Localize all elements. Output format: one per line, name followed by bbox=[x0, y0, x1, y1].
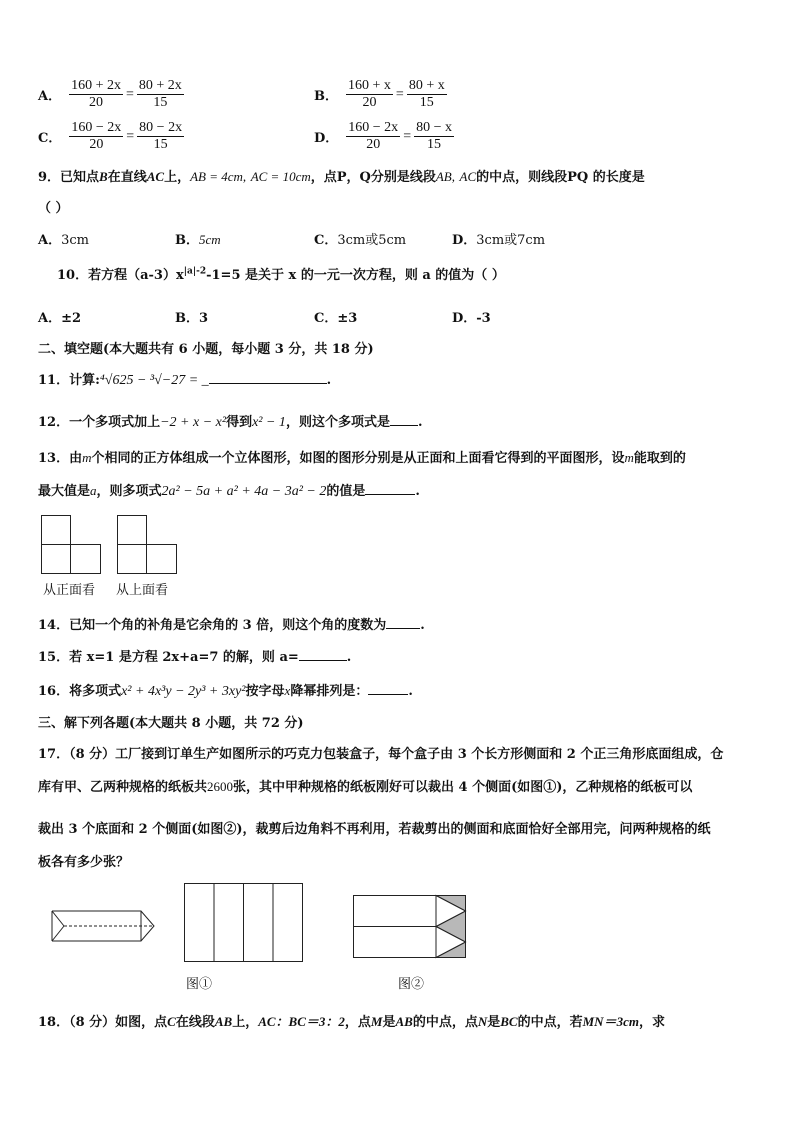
q9-text-d: ，点P，Q分别是线段 bbox=[310, 170, 436, 185]
q18-text-a: 18．（8 分）如图，点 bbox=[38, 1015, 168, 1030]
q17-line1: 17．（8 分）工厂接到订单生产如图所示的巧克力包装盒子，每个盒子由 3 个长方形侧面和 2 个正三角形底面组成，仓 bbox=[38, 747, 724, 762]
q13-a: a bbox=[90, 483, 97, 498]
q15-end: . bbox=[346, 650, 352, 665]
q13-line2b: ，则多项式 bbox=[96, 484, 162, 499]
q18-mn: MN＝3cm bbox=[582, 1014, 639, 1029]
q18-ratio: AC：BC＝3：2 bbox=[258, 1014, 345, 1029]
q8-a-right-den: 15 bbox=[153, 95, 168, 110]
q17-num: 2600 bbox=[207, 779, 234, 794]
q12-end: . bbox=[417, 415, 423, 430]
q16-answer-blank bbox=[368, 681, 408, 695]
q18-text-f: 的中点，点 bbox=[412, 1015, 478, 1030]
q10-option-d-text: -3 bbox=[476, 311, 491, 326]
q18-bc: BC bbox=[500, 1014, 518, 1029]
q16 bbox=[38, 680, 413, 700]
q13-line1b: 个相同的正方体组成一个立体图形，如图的图形分别是从正面和上面看它得到的平面图形，设 bbox=[91, 451, 625, 466]
q9-line-ac: AC bbox=[146, 169, 165, 184]
q9-paren: （ ） bbox=[38, 201, 69, 216]
box-left-edge-lower bbox=[52, 926, 64, 941]
q13-line2 bbox=[38, 480, 420, 500]
q10-option-a-label: A． bbox=[38, 311, 62, 326]
q11-answer-blank bbox=[209, 370, 327, 384]
q18-text-h: 的中点，若 bbox=[517, 1015, 583, 1030]
q16-x: x bbox=[284, 683, 291, 698]
q8-c-left-num: 160 − 2x bbox=[71, 120, 122, 135]
q13-front-view-figure bbox=[40, 514, 105, 576]
q18-stem bbox=[38, 1011, 665, 1030]
top-cell-top bbox=[118, 516, 147, 545]
q8-a-eq: = bbox=[126, 86, 134, 102]
q13-line2a: 最大值是 bbox=[38, 484, 91, 499]
q9-option-b-text: 5cm bbox=[199, 232, 221, 247]
q8-d-right-fraction bbox=[414, 120, 454, 153]
q8-a-right-fraction bbox=[137, 78, 184, 111]
q8-option-d bbox=[314, 120, 454, 153]
q16-suffix: 降幂排列是： bbox=[290, 684, 369, 699]
q9-option-c bbox=[314, 229, 406, 248]
q8-c-eq: = bbox=[126, 128, 135, 144]
q17-fig1-label: 图① bbox=[186, 977, 213, 992]
q10-option-a bbox=[38, 307, 81, 326]
q13-line1c: 能取到的 bbox=[633, 451, 686, 466]
q15 bbox=[38, 646, 351, 665]
q8-option-b-label: B． bbox=[314, 89, 338, 104]
q18-text-i: ，求 bbox=[638, 1015, 665, 1030]
q8-d-right-num: 80 − x bbox=[416, 120, 452, 135]
q11-expr: ⁴√625 − ³√−27 = _ bbox=[99, 373, 209, 388]
q10-text-b: -1=5 是关于 x 的一元一次方程，则 a 的值为（ ） bbox=[206, 268, 505, 283]
q17-line4: 板各有多少张？ bbox=[38, 855, 130, 870]
q8-d-left-fraction bbox=[346, 120, 400, 153]
q9-text-e: 的中点，则线段PQ 的长度是 bbox=[476, 170, 645, 185]
q9-ab2: AB, bbox=[435, 169, 455, 184]
q8-a-right-num: 80 + 2x bbox=[138, 78, 182, 93]
q18-text-e: 是 bbox=[382, 1015, 396, 1030]
q18-ab: AB bbox=[214, 1014, 233, 1029]
front-cell-top bbox=[42, 516, 71, 545]
q8-d-right-den: 15 bbox=[427, 137, 442, 152]
q9-option-c-label: C． bbox=[314, 233, 338, 248]
q8-b-left-fraction bbox=[346, 78, 393, 111]
q10-stem bbox=[57, 264, 505, 283]
q10-option-c bbox=[314, 307, 357, 326]
q9-option-a-text: 3cm bbox=[61, 233, 89, 248]
q10-option-c-text: ±3 bbox=[337, 311, 358, 326]
q8-c-right-fraction bbox=[137, 120, 184, 153]
q18-text-b: 在线段 bbox=[175, 1015, 215, 1030]
q11-prefix: 11．计算: bbox=[38, 373, 100, 388]
q18-n: N bbox=[477, 1014, 488, 1029]
q12-expr1: −2 + x − x² bbox=[160, 415, 227, 430]
q16-prefix: 16．将多项式 bbox=[38, 684, 122, 699]
q12 bbox=[38, 411, 422, 431]
q8-option-b bbox=[314, 78, 447, 111]
q9-ab-eq: AB = 4cm, bbox=[190, 169, 247, 184]
q16-mid: 按字母 bbox=[245, 684, 285, 699]
q8-b-eq: = bbox=[395, 86, 404, 102]
box-outline bbox=[52, 911, 154, 941]
q16-end: . bbox=[408, 684, 413, 699]
q15-text: 15．若 x=1 是方程 2x+a=7 的解，则 a= bbox=[38, 650, 299, 665]
q9-option-b-label: B． bbox=[175, 233, 199, 248]
q8-b-left-den: 20 bbox=[362, 95, 377, 110]
q9-ac2: AC bbox=[459, 169, 477, 184]
q10-text-a: 10．若方程（a-3）x bbox=[57, 268, 184, 283]
q8-a-left-num: 160 + 2x bbox=[71, 78, 121, 93]
q8-b-right-den: 15 bbox=[419, 95, 434, 110]
box-left-edge-upper bbox=[52, 911, 64, 926]
q8-c-right-den: 15 bbox=[153, 137, 168, 152]
q8-option-a bbox=[38, 78, 184, 111]
q18-c: C bbox=[167, 1014, 176, 1029]
q9-point-b: B bbox=[99, 169, 108, 184]
q9-option-d-label: D． bbox=[452, 233, 477, 248]
q17-line2 bbox=[38, 776, 692, 795]
q10-option-b-label: B． bbox=[175, 311, 199, 326]
q12-suffix: ，则这个多项式是 bbox=[285, 415, 390, 430]
q10-option-a-text: ±2 bbox=[61, 311, 82, 326]
q10-option-b bbox=[175, 307, 208, 326]
q16-expr: x² + 4x³y − 2y³ + 3xy² bbox=[121, 684, 246, 699]
q18-text-d: ，点 bbox=[344, 1015, 371, 1030]
q12-expr2: x² − 1 bbox=[252, 415, 286, 430]
q10-option-c-label: C． bbox=[314, 311, 338, 326]
top-cell-bottom-left bbox=[118, 545, 147, 574]
q17-fig2-label: 图② bbox=[398, 977, 425, 992]
q17-fig2-board bbox=[352, 894, 468, 960]
q10-option-b-text: 3 bbox=[199, 311, 209, 326]
q18-ab2: AB bbox=[395, 1014, 413, 1029]
q8-option-c bbox=[38, 120, 184, 153]
q17-fig1-board bbox=[183, 882, 305, 964]
q8-c-left-fraction bbox=[69, 120, 123, 153]
q14 bbox=[38, 614, 425, 633]
q18-m: M bbox=[370, 1014, 383, 1029]
q8-a-left-fraction bbox=[69, 78, 123, 111]
q8-d-left-num: 160 − 2x bbox=[348, 120, 399, 135]
q9-option-b bbox=[175, 229, 221, 248]
q13-answer-blank bbox=[365, 481, 415, 495]
q13-m2: m bbox=[624, 450, 634, 465]
q13-expr: 2a² − 5a + a² + 4a − 3a² − 2 bbox=[161, 484, 327, 499]
q11-suffix: . bbox=[326, 373, 332, 388]
q8-b-right-fraction bbox=[407, 78, 447, 111]
q9-option-a-label: A． bbox=[38, 233, 62, 248]
q8-c-right-num: 80 − 2x bbox=[139, 120, 183, 135]
q12-mid: 得到 bbox=[226, 415, 253, 430]
top-cell-bottom-right bbox=[147, 545, 177, 574]
section3-title: 三、解下列各题(本大题共 8 小题，共 72 分) bbox=[38, 716, 304, 731]
q15-answer-blank bbox=[299, 647, 347, 661]
q14-answer-blank bbox=[386, 615, 420, 629]
q17-chocolate-box-figure bbox=[46, 908, 158, 948]
q8-c-left-den: 20 bbox=[89, 137, 104, 152]
q13-end: . bbox=[415, 484, 420, 499]
q12-prefix: 12．一个多项式加上 bbox=[38, 415, 161, 430]
q13-line1 bbox=[38, 447, 686, 466]
q17-line2b: 张，其中甲种规格的纸板刚好可以裁出 4 个侧面(如图①)，乙种规格的纸板可以 bbox=[233, 780, 693, 795]
q13-top-view-label: 从上面看 bbox=[116, 583, 169, 598]
q9-option-a bbox=[38, 229, 89, 248]
q8-a-left-den: 20 bbox=[89, 95, 104, 110]
q10-option-d-label: D． bbox=[452, 311, 477, 326]
q8-b-left-num: 160 + x bbox=[348, 78, 391, 93]
q9-text-a: 9．已知点 bbox=[38, 170, 100, 185]
q13-line1a: 13．由 bbox=[38, 451, 83, 466]
q13-front-view-label: 从正面看 bbox=[43, 583, 96, 598]
q14-end: . bbox=[420, 618, 425, 633]
q9-option-d-text: 3cm或7cm bbox=[476, 233, 546, 248]
q12-answer-blank bbox=[390, 412, 418, 426]
q8-b-right-num: 80 + x bbox=[408, 78, 445, 93]
section2-title: 二、填空题(本大题共有 6 小题，每小题 3 分，共 18 分) bbox=[38, 342, 374, 357]
q8-option-c-label: C． bbox=[38, 131, 62, 146]
q18-text-c: 上， bbox=[232, 1015, 259, 1030]
q18-text-g: 是 bbox=[487, 1015, 501, 1030]
q9-ac-eq: AC = 10cm bbox=[250, 169, 311, 184]
front-cell-bottom-right bbox=[71, 545, 101, 574]
front-cell-bottom-left bbox=[42, 545, 71, 574]
q9-text-b: 在直线 bbox=[107, 170, 147, 185]
q9-option-d bbox=[452, 229, 545, 248]
q13-top-view-figure bbox=[116, 514, 181, 576]
q17-line2a: 库有甲、乙两种规格的纸板共 bbox=[38, 780, 208, 795]
q9-text-c: 上， bbox=[164, 170, 191, 185]
q9-stem bbox=[38, 166, 645, 185]
q8-d-eq: = bbox=[403, 128, 412, 144]
q13-m: m bbox=[82, 450, 92, 465]
q11 bbox=[38, 369, 331, 389]
q8-d-left-den: 20 bbox=[366, 137, 381, 152]
q14-text: 14．已知一个角的补角是它余角的 3 倍，则这个角的度数为 bbox=[38, 618, 387, 633]
q8-option-d-label: D． bbox=[314, 131, 339, 146]
q8-option-a-label: A． bbox=[38, 89, 62, 104]
q9-option-c-text: 3cm或5cm bbox=[337, 233, 407, 248]
q10-exponent: |a|-2 bbox=[183, 266, 207, 277]
q13-line2c: 的值是 bbox=[326, 484, 366, 499]
q10-option-d bbox=[452, 307, 491, 326]
q17-line3: 裁出 3 个底面和 2 个侧面(如图②)，裁剪后边角料不再利用，若裁剪出的侧面和底面恰好全部用完，问两种规格的纸 bbox=[38, 822, 711, 837]
